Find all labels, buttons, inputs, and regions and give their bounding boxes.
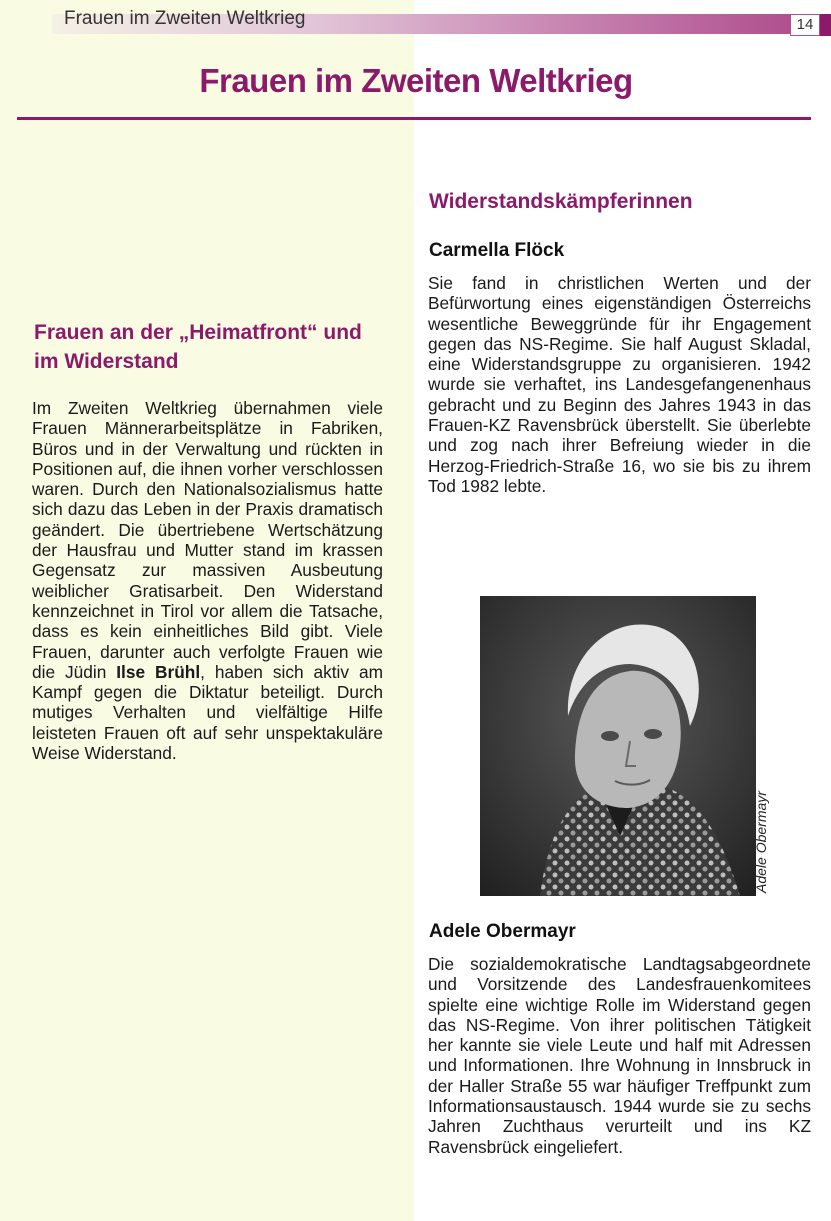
- left-paragraph-before: Im Zweiten Weltkrieg übernahmen viele Frauen Männerarbeitsplätze in Fabriken, Büros und in der Verwaltung und rückten in Positionen auf, die ihnen vorher verschlossen waren. Durch den Nationalsozialismus hatte sich dazu das Leben in der Praxis dramatisch geändert. Die übertriebene Wertschätzung der Hausfrau und Mutter stand im krassen Gegensatz zur massiven Ausbeutung weiblicher Gratisarbeit. Den Widerstand kennzeichnet in Tirol vor allem die Tatsache, dass es kein einheitliches Bild gibt. Viele Frauen, darunter auch verfolgte Frauen wie die Jüdin: [32, 398, 383, 682]
- portrait-photo: [480, 596, 756, 896]
- person-name-adele: Adele Obermayr: [429, 921, 576, 942]
- left-section-heading-text: Frauen an der „Heimatfront“ und im Widerstand: [34, 321, 362, 373]
- photo-caption: Adele Obermayr: [753, 791, 769, 893]
- page-number: 14: [790, 14, 820, 36]
- portrait-illustration: [480, 596, 756, 896]
- page-number-tab: [820, 14, 831, 36]
- right-section-heading: Widerstandskämpferinnen: [429, 190, 693, 213]
- highlighted-name: Ilse Brühl: [116, 661, 201, 682]
- left-section-heading: [34, 318, 374, 376]
- running-title: Frauen im Zweiten Weltkrieg: [64, 8, 306, 29]
- title-divider: [17, 117, 811, 120]
- person-name-carmella: Carmella Flöck: [429, 240, 565, 261]
- left-paragraph-after: , haben sich aktiv am Kampf gegen die Diktatur beteiligt. Durch mutiges Verhalten und vielfältige Hilfe leisteten Frauen oft auf sehr unspektakuläre Weise Widerstand.: [32, 661, 383, 764]
- person-text-adele: Die sozialdemokratische Landtagsabgeordnete und Vorsitzende des Landesfrauenkomitees spielte eine wichtige Rolle im Widerstand gegen das NS-Regime. Von ihrer politischen Tätigkeit her kannte sie viele Leute und half mit Adressen und Informationen. Ihre Wohnung in Innsbruck in der Haller Straße 55 war häufiger Treffpunkt zum Informationsaustausch. 1944 wurde sie zu sechs Jahren Zuchthaus verurteilt und ins KZ Ravensbrück eingeliefert.: [428, 954, 811, 1157]
- page-title: Frauen im Zweiten Weltkrieg: [199, 62, 633, 99]
- person-text-carmella: Sie fand in christlichen Werten und der Befürwortung eines eigenständigen Österreichs wesentliche Beweggründe für ihr Engagement gegen das NS-Regime. Sie half August Skladal, eine Widerstandsgruppe zu organisieren. 1942 wurde sie verhaftet, ins Landesgefangenenhaus gebracht und zu Beginn des Jahres 1943 in das Frauen-KZ Ravensbrück überstellt. Sie überlebte und zog nach ihrer Befreiung wieder in die Herzog-Friedrich-Straße 16, wo sie bis zu ihrem Tod 1982 lebte.: [428, 273, 811, 496]
- left-paragraph: [32, 398, 383, 763]
